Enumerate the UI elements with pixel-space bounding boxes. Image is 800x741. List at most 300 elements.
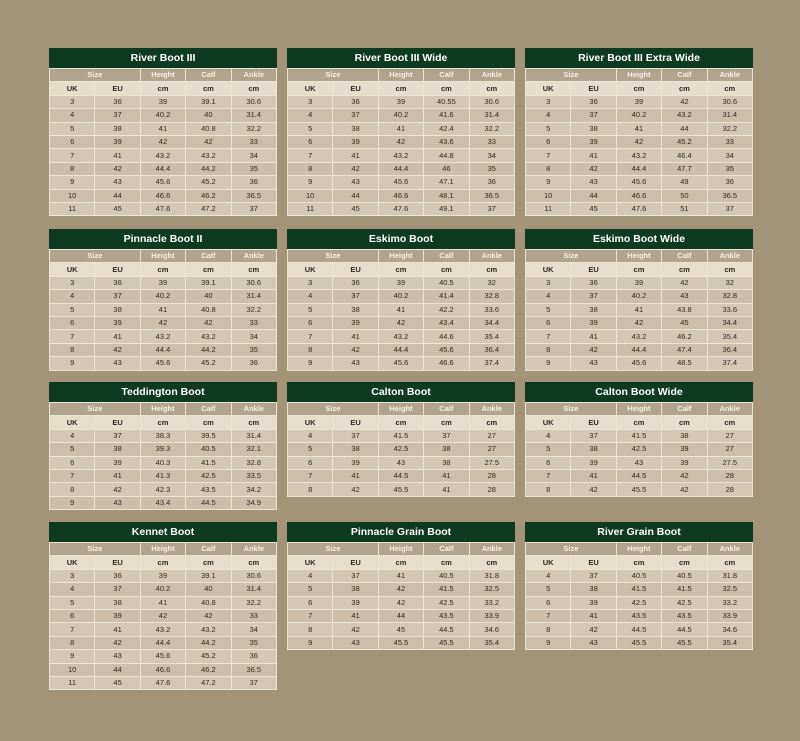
table-cell: 32.8 (469, 290, 514, 303)
chart-title: Pinnacle Grain Boot (287, 522, 515, 542)
table-cell: 31.4 (231, 290, 276, 303)
table-cell: 45 (95, 202, 140, 215)
table-cell: 44.6 (424, 330, 469, 343)
table-cell: 40.55 (424, 95, 469, 108)
table-cell: 8 (50, 343, 95, 356)
column-unit-header (50, 556, 277, 569)
table-row (526, 429, 753, 442)
table-cell: 41.5 (378, 429, 423, 442)
table-cell: 38 (333, 122, 378, 135)
column-group-size: Size (288, 69, 379, 82)
table-cell: 8 (50, 483, 95, 496)
table-cell: 44.2 (186, 162, 231, 175)
table-cell: 41 (140, 303, 185, 316)
column-group-height: Height (140, 403, 185, 416)
table-cell: 36 (333, 95, 378, 108)
table-cell: 34.9 (231, 496, 276, 509)
column-unit: UK (50, 263, 95, 276)
table-cell: 37 (424, 429, 469, 442)
column-group-header (526, 403, 753, 416)
table-cell: 28 (707, 469, 752, 482)
table-cell: 28 (469, 483, 514, 496)
table-cell: 32 (469, 276, 514, 289)
table-cell: 45.5 (378, 636, 423, 649)
table-row (288, 109, 515, 122)
table-cell: 32.8 (231, 456, 276, 469)
table-cell: 6 (288, 135, 333, 148)
table-cell: 47.7 (662, 162, 707, 175)
table-cell: 36 (95, 276, 140, 289)
table-cell: 3 (526, 276, 571, 289)
table-cell: 3 (288, 95, 333, 108)
table-cell: 41 (424, 483, 469, 496)
table-row (288, 95, 515, 108)
table-cell: 46.2 (662, 330, 707, 343)
table-cell: 43 (571, 357, 616, 370)
table-cell: 37.4 (707, 357, 752, 370)
table-cell: 44 (95, 189, 140, 202)
table-cell: 42 (571, 623, 616, 636)
table-row (288, 135, 515, 148)
table-cell: 42 (140, 609, 185, 622)
table-row (288, 596, 515, 609)
table-row (526, 583, 753, 596)
table-cell: 7 (526, 330, 571, 343)
table-cell: 42 (186, 609, 231, 622)
table-cell: 9 (288, 636, 333, 649)
table-cell: 45.5 (662, 636, 707, 649)
column-unit: cm (424, 263, 469, 276)
table-cell: 6 (526, 316, 571, 329)
table-cell: 43 (378, 456, 423, 469)
table-cell: 38 (95, 443, 140, 456)
table-cell: 37 (95, 109, 140, 122)
table-cell: 42.5 (378, 443, 423, 456)
table-cell: 43.2 (378, 149, 423, 162)
table-cell: 47.1 (424, 176, 469, 189)
table-row (50, 583, 277, 596)
table-row (526, 135, 753, 148)
table-cell: 33 (231, 316, 276, 329)
table-cell: 42 (378, 596, 423, 609)
table-cell: 47.2 (186, 676, 231, 689)
table-row (50, 303, 277, 316)
table-row (526, 623, 753, 636)
table-row (526, 122, 753, 135)
column-unit: cm (140, 82, 185, 95)
table-row (50, 95, 277, 108)
table-cell: 46.2 (186, 189, 231, 202)
table-cell: 37 (333, 429, 378, 442)
size-table (525, 249, 753, 371)
table-cell: 32.2 (231, 596, 276, 609)
table-cell: 38 (571, 303, 616, 316)
table-row (50, 636, 277, 649)
table-cell: 40.8 (186, 596, 231, 609)
table-cell: 41 (333, 609, 378, 622)
size-chart-river-boot-iii (49, 48, 277, 216)
table-cell: 7 (288, 330, 333, 343)
chart-title: River Boot III Wide (287, 48, 515, 68)
table-row (50, 343, 277, 356)
table-cell: 43 (571, 176, 616, 189)
table-cell: 41.5 (424, 583, 469, 596)
table-cell: 43 (662, 290, 707, 303)
table-cell: 8 (526, 162, 571, 175)
column-unit: cm (469, 82, 514, 95)
table-cell: 6 (526, 596, 571, 609)
size-chart-eskimo-boot (287, 229, 515, 371)
table-cell: 7 (526, 469, 571, 482)
table-cell: 45.2 (662, 135, 707, 148)
column-group-height: Height (616, 543, 661, 556)
column-unit-header (288, 263, 515, 276)
table-cell: 42 (378, 316, 423, 329)
table-cell: 43 (333, 176, 378, 189)
table-cell: 45.5 (616, 636, 661, 649)
table-cell: 34 (231, 623, 276, 636)
table-cell: 41 (140, 122, 185, 135)
column-group-size: Size (50, 543, 141, 556)
column-group-header (288, 250, 515, 263)
table-cell: 43.4 (140, 496, 185, 509)
table-cell: 39 (662, 456, 707, 469)
column-unit: cm (424, 556, 469, 569)
table-cell: 5 (526, 303, 571, 316)
column-group-ankle: Ankle (469, 69, 514, 82)
table-cell: 30.6 (231, 95, 276, 108)
table-cell: 9 (526, 357, 571, 370)
table-cell: 42.2 (424, 303, 469, 316)
table-cell: 36 (333, 276, 378, 289)
table-cell: 5 (526, 443, 571, 456)
table-cell: 38 (333, 303, 378, 316)
column-unit: UK (526, 82, 571, 95)
table-cell: 8 (288, 343, 333, 356)
table-cell: 37 (333, 569, 378, 582)
column-group-calf: Calf (424, 403, 469, 416)
table-cell: 46.6 (378, 189, 423, 202)
table-row (526, 636, 753, 649)
table-cell: 3 (50, 95, 95, 108)
column-unit: cm (378, 82, 423, 95)
column-unit: cm (231, 556, 276, 569)
table-cell: 39.1 (186, 569, 231, 582)
table-cell: 39 (140, 95, 185, 108)
table-cell: 43.5 (616, 609, 661, 622)
column-group-height: Height (616, 250, 661, 263)
table-cell: 43.2 (186, 623, 231, 636)
size-table (287, 402, 515, 497)
column-unit-header (526, 556, 753, 569)
table-cell: 42 (95, 483, 140, 496)
table-cell: 45.5 (378, 483, 423, 496)
table-cell: 38 (571, 122, 616, 135)
column-unit: cm (469, 416, 514, 429)
column-group-ankle: Ankle (231, 69, 276, 82)
column-unit: UK (288, 82, 333, 95)
table-cell: 37 (333, 290, 378, 303)
table-cell: 42 (333, 483, 378, 496)
column-unit: cm (140, 556, 185, 569)
table-cell: 42 (95, 343, 140, 356)
table-cell: 42 (616, 135, 661, 148)
column-unit: cm (469, 263, 514, 276)
column-group-size: Size (288, 403, 379, 416)
table-cell: 43 (571, 636, 616, 649)
column-unit: cm (378, 556, 423, 569)
table-cell: 45.6 (378, 176, 423, 189)
table-cell: 11 (288, 202, 333, 215)
table-cell: 40.2 (616, 290, 661, 303)
table-row (288, 202, 515, 215)
column-group-size: Size (288, 250, 379, 263)
column-unit: EU (333, 263, 378, 276)
table-row (288, 149, 515, 162)
table-cell: 41 (95, 469, 140, 482)
column-group-calf: Calf (424, 250, 469, 263)
table-cell: 37 (333, 109, 378, 122)
column-group-header (288, 543, 515, 556)
table-row (50, 456, 277, 469)
table-cell: 7 (50, 149, 95, 162)
table-cell: 27 (707, 443, 752, 456)
table-cell: 47.2 (186, 202, 231, 215)
column-group-ankle: Ankle (231, 403, 276, 416)
column-group-ankle: Ankle (231, 543, 276, 556)
table-cell: 42 (95, 162, 140, 175)
table-row (526, 189, 753, 202)
table-cell: 38 (333, 443, 378, 456)
table-cell: 6 (288, 316, 333, 329)
size-table (287, 542, 515, 650)
size-chart-eskimo-boot-wide (525, 229, 753, 371)
table-cell: 41 (333, 330, 378, 343)
table-row (50, 162, 277, 175)
table-cell: 5 (288, 583, 333, 596)
table-cell: 10 (50, 189, 95, 202)
table-cell: 42 (662, 469, 707, 482)
table-cell: 41 (140, 596, 185, 609)
table-cell: 3 (50, 569, 95, 582)
column-unit: UK (526, 263, 571, 276)
table-row (50, 483, 277, 496)
size-chart-kennet-boot (49, 522, 277, 690)
table-cell: 11 (50, 202, 95, 215)
table-cell: 40.2 (378, 109, 423, 122)
table-cell: 6 (288, 596, 333, 609)
size-table (49, 542, 277, 690)
table-cell: 45.6 (140, 650, 185, 663)
table-row (50, 122, 277, 135)
table-cell: 41 (95, 149, 140, 162)
table-cell: 44.8 (424, 149, 469, 162)
table-cell: 39 (140, 276, 185, 289)
table-cell: 44.4 (616, 162, 661, 175)
table-cell: 35 (231, 636, 276, 649)
column-unit: UK (50, 416, 95, 429)
column-group-header (526, 543, 753, 556)
table-row (50, 596, 277, 609)
chart-title: Pinnacle Boot II (49, 229, 277, 249)
table-cell: 42 (571, 483, 616, 496)
table-cell: 43 (95, 496, 140, 509)
table-row (526, 109, 753, 122)
table-cell: 45.2 (186, 176, 231, 189)
table-row (526, 357, 753, 370)
table-cell: 4 (288, 290, 333, 303)
table-cell: 7 (50, 623, 95, 636)
column-unit: UK (288, 556, 333, 569)
column-group-calf: Calf (424, 69, 469, 82)
table-cell: 38 (95, 122, 140, 135)
table-cell: 39 (95, 135, 140, 148)
table-cell: 33.6 (707, 303, 752, 316)
column-unit: EU (333, 82, 378, 95)
column-unit: cm (662, 263, 707, 276)
table-row (50, 650, 277, 663)
table-cell: 40.2 (140, 583, 185, 596)
table-row (50, 202, 277, 215)
table-cell: 39 (571, 596, 616, 609)
size-table (287, 68, 515, 216)
table-cell: 43.2 (186, 330, 231, 343)
table-cell: 34.6 (707, 623, 752, 636)
table-cell: 43 (616, 456, 661, 469)
table-cell: 42 (662, 95, 707, 108)
table-row (526, 149, 753, 162)
table-cell: 43 (95, 357, 140, 370)
table-cell: 8 (50, 162, 95, 175)
table-cell: 37 (95, 429, 140, 442)
table-cell: 34 (707, 149, 752, 162)
table-row (526, 276, 753, 289)
table-row (50, 290, 277, 303)
table-cell: 5 (50, 596, 95, 609)
table-cell: 8 (288, 623, 333, 636)
table-cell: 43 (333, 636, 378, 649)
table-cell: 33.9 (469, 609, 514, 622)
size-chart-calton-boot (287, 382, 515, 497)
table-row (288, 330, 515, 343)
table-row (526, 303, 753, 316)
table-row (50, 663, 277, 676)
table-cell: 39 (333, 316, 378, 329)
table-cell: 43.8 (662, 303, 707, 316)
table-cell: 3 (50, 276, 95, 289)
column-unit: UK (288, 263, 333, 276)
column-group-calf: Calf (662, 403, 707, 416)
table-cell: 39 (140, 569, 185, 582)
table-cell: 47.6 (616, 202, 661, 215)
column-unit: cm (616, 82, 661, 95)
column-unit: cm (231, 263, 276, 276)
table-cell: 44 (571, 189, 616, 202)
table-cell: 44 (95, 663, 140, 676)
column-group-calf: Calf (662, 250, 707, 263)
table-cell: 42.5 (424, 596, 469, 609)
table-cell: 36 (95, 569, 140, 582)
table-cell: 48.1 (424, 189, 469, 202)
table-cell: 4 (50, 109, 95, 122)
column-unit: cm (707, 263, 752, 276)
table-cell: 32.8 (707, 290, 752, 303)
table-row (50, 189, 277, 202)
table-cell: 9 (50, 176, 95, 189)
table-cell: 39 (333, 596, 378, 609)
table-row (526, 456, 753, 469)
table-cell: 32.5 (707, 583, 752, 596)
column-group-size: Size (50, 403, 141, 416)
column-group-header (288, 69, 515, 82)
table-cell: 33.5 (231, 469, 276, 482)
chart-title: Eskimo Boot Wide (525, 229, 753, 249)
table-row (526, 596, 753, 609)
table-cell: 9 (50, 650, 95, 663)
table-row (288, 276, 515, 289)
table-cell: 41 (333, 149, 378, 162)
table-cell: 32.2 (231, 122, 276, 135)
table-cell: 44 (333, 189, 378, 202)
table-cell: 36 (571, 276, 616, 289)
table-cell: 6 (50, 316, 95, 329)
table-cell: 45.2 (186, 357, 231, 370)
table-row (288, 343, 515, 356)
table-cell: 43.5 (662, 609, 707, 622)
table-cell: 39 (95, 316, 140, 329)
table-cell: 27 (469, 443, 514, 456)
column-unit: cm (662, 416, 707, 429)
table-cell: 4 (526, 109, 571, 122)
size-table (525, 68, 753, 216)
table-row (288, 122, 515, 135)
table-cell: 43.2 (186, 149, 231, 162)
table-cell: 41 (378, 303, 423, 316)
size-table (287, 249, 515, 371)
column-group-ankle: Ankle (469, 250, 514, 263)
table-cell: 10 (526, 189, 571, 202)
table-cell: 8 (526, 623, 571, 636)
table-row (50, 676, 277, 689)
table-cell: 37 (707, 202, 752, 215)
table-cell: 4 (526, 429, 571, 442)
table-row (288, 162, 515, 175)
table-cell: 7 (526, 149, 571, 162)
table-cell: 30.6 (231, 569, 276, 582)
table-cell: 39.3 (140, 443, 185, 456)
table-cell: 45.6 (424, 343, 469, 356)
table-cell: 43.5 (424, 609, 469, 622)
column-unit: cm (231, 82, 276, 95)
table-cell: 43.5 (186, 483, 231, 496)
table-cell: 40.2 (140, 290, 185, 303)
table-cell: 41.6 (424, 109, 469, 122)
table-cell: 40.2 (378, 290, 423, 303)
table-row (526, 569, 753, 582)
table-cell: 42 (662, 276, 707, 289)
column-group-calf: Calf (424, 543, 469, 556)
table-cell: 8 (288, 483, 333, 496)
column-group-header (50, 543, 277, 556)
table-cell: 51 (662, 202, 707, 215)
table-cell: 27.5 (707, 456, 752, 469)
column-group-size: Size (50, 69, 141, 82)
table-row (526, 483, 753, 496)
column-group-calf: Calf (186, 403, 231, 416)
column-unit: UK (50, 82, 95, 95)
table-cell: 11 (50, 676, 95, 689)
table-row (50, 176, 277, 189)
